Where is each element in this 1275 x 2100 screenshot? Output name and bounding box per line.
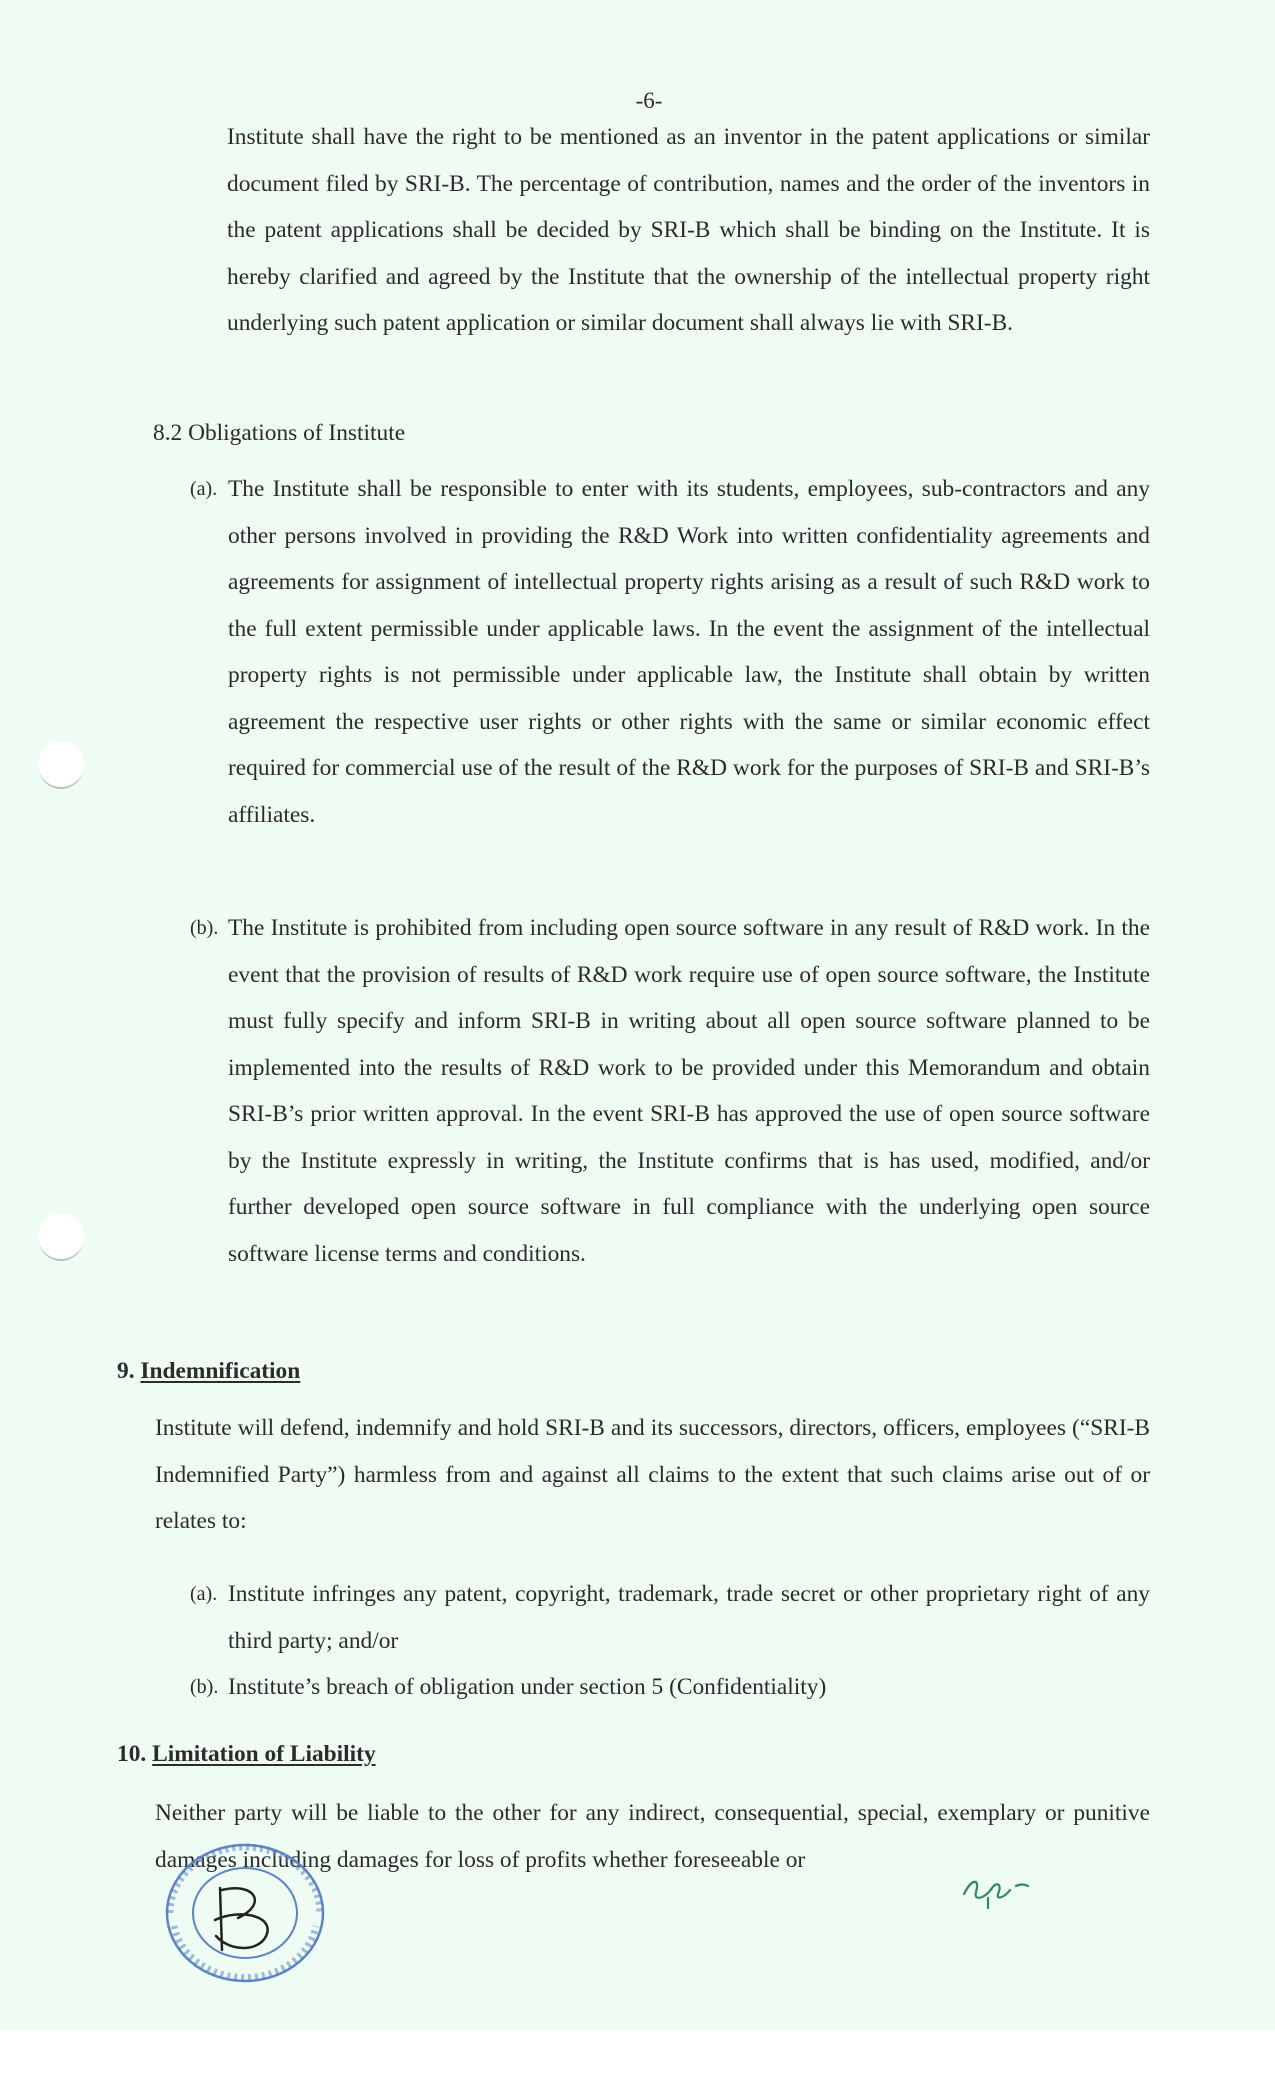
item-marker: (a). [190,1583,218,1605]
signature-initials [958,1868,1038,1912]
section-number: 10. [117,1741,147,1767]
page-number: -6- [635,88,663,113]
section-9-item-b [190,1664,1150,1711]
section-9-heading [117,1358,300,1385]
section-9-item-a [190,1571,1150,1664]
seal-lettering-top [170,1847,320,1913]
section-10-paragraph: Neither party will be liable to the other for any indirect, consequential, special, exemplary or punitive damages including damages for loss of profits whether foreseeable or [155,1800,1150,1873]
section-8-2-item-a [190,466,1150,838]
punch-hole [38,741,84,789]
item-text: The Institute shall be responsible to enter with its students, employees, sub-contractors and any other persons involved in providing the R&D Work into written confidentiality agreements and agreements for assignment of intellectual property rights arising as a result of such R&D work to the full extent permissible under applicable laws. In the event the assignment of the intellectual property rights is not permissible under applicable law, the Institute shall obtain by written agreement the respective user rights or other rights with the same or similar economic effect required for commercial use of the result of the R&D work for the purposes of SRI-B and SRI-B’s affiliates. [228,476,1150,828]
item-text: Institute infringes any patent, copyright, trademark, trade secret or other proprietary right of any third party; and/or [228,1581,1150,1654]
section-8-2-heading: 8.2 Obligations of Institute [153,420,406,446]
seal-lettering-bottom [174,1926,316,1978]
intro-paragraph: Institute shall have the right to be mentioned as an inventor in the patent applications or similar document filed by SRI-B. The percentage of contribution, names and the order of the inventors in the patent applications shall be decided by SRI-B which shall be binding on the Institute. It is hereby clarified and agreed by the Institute that the ownership of the intellectual property right underlying such patent application or similar document shall always lie with SRI-B. [227,124,1150,336]
section-9-paragraph: Institute will defend, indemnify and hold SRI-B and its successors, directors, officers, employees (“SRI-B Indemnified Party”) harmless from and against all claims to the extent that such claims arise out of or relates to: [155,1415,1150,1534]
section-title: Indemnification [140,1358,301,1384]
section-number: 9. [117,1358,135,1384]
initials-scribble [215,1888,268,1950]
company-seal-stamp [160,1838,330,1988]
section-8-2-item-b [190,905,1150,1277]
signature-strokes [964,1882,1028,1908]
item-text: The Institute is prohibited from including open source software in any result of R&D work. In the event that the provision of results of R&D work require use of open source software, the Institute must fully specify and inform SRI-B in writing about all open source software planned to be implemented into the results of R&D work to be provided under this Memorandum and obtain SRI-B’s prior written approval. In the event SRI-B has approved the use of open source software by the Institute expressly in writing, the Institute confirms that is has used, modified, and/or further developed open source software in full compliance with the underlying open source software license terms and conditions. [228,915,1150,1267]
item-text: Institute’s breach of obligation under section 5 (Confidentiality) [228,1674,827,1700]
section-10-heading [117,1741,376,1768]
item-marker: (a). [190,478,218,500]
section-title: Limitation of Liability [152,1741,376,1767]
item-marker: (b). [190,1676,219,1698]
item-marker: (b). [190,917,219,939]
punch-hole [38,1213,84,1261]
